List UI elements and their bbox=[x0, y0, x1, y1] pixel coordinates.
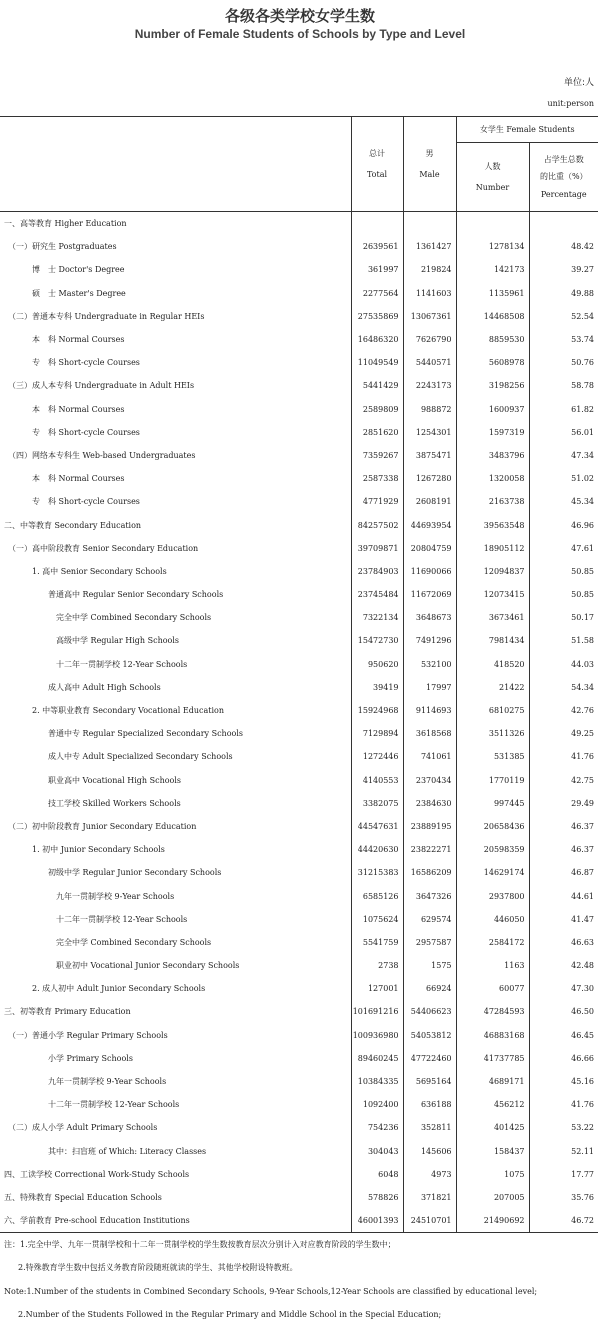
cell-total: 5441429 bbox=[351, 374, 403, 397]
cell-male: 3648673 bbox=[403, 606, 456, 629]
row-label: 其中：扫盲班 of Which: Literacy Classes bbox=[48, 1146, 207, 1156]
row-label: 完全中学 Combined Secondary Schools bbox=[56, 937, 212, 947]
cell-male: 629574 bbox=[403, 908, 456, 931]
note-en-2: 2.Number of the Students Followed in the Regular Primary and Middle School in the Special Education; bbox=[18, 1310, 442, 1319]
cell-female-percentage bbox=[529, 212, 598, 236]
row-label: （一）高中阶段教育 Senior Secondary Education bbox=[8, 543, 199, 553]
cell-male: 1575 bbox=[403, 954, 456, 977]
header-pct-cn-1: 占学生总数 bbox=[543, 155, 584, 165]
cell-total: 46001393 bbox=[351, 1209, 403, 1233]
cell-female-number: 21422 bbox=[456, 676, 529, 699]
cell-female-number: 1770119 bbox=[456, 769, 529, 792]
cell-male: 54053812 bbox=[403, 1024, 456, 1047]
row-label: 技工学校 Skilled Workers Schools bbox=[48, 798, 181, 808]
cell-female-percentage: 54.34 bbox=[529, 676, 598, 699]
cell-female-number: 3511326 bbox=[456, 722, 529, 745]
row-label: 普通高中 Regular Senior Secondary Schools bbox=[48, 590, 224, 600]
cell-total: 4140553 bbox=[351, 769, 403, 792]
table-row bbox=[0, 1024, 598, 1047]
row-label: 2. 成人初中 Adult Junior Secondary Schools bbox=[32, 984, 206, 994]
cell-total: 39419 bbox=[351, 676, 403, 699]
cell-female-percentage: 51.58 bbox=[529, 629, 598, 652]
cell-female-number: 12094837 bbox=[456, 560, 529, 583]
cell-male: 2370434 bbox=[403, 769, 456, 792]
table-row bbox=[0, 467, 598, 490]
cell-total: 10384335 bbox=[351, 1070, 403, 1093]
table-row bbox=[0, 328, 598, 351]
cell-total: 2738 bbox=[351, 954, 403, 977]
cell-female-number: 8859530 bbox=[456, 328, 529, 351]
table-row bbox=[0, 1093, 598, 1116]
cell-total: 6585126 bbox=[351, 884, 403, 907]
table-row bbox=[0, 676, 598, 699]
cell-total: 2587338 bbox=[351, 467, 403, 490]
cell-male: 1267280 bbox=[403, 467, 456, 490]
cell-total: 44420630 bbox=[351, 838, 403, 861]
table-row bbox=[0, 444, 598, 467]
cell-total: 2639561 bbox=[351, 235, 403, 258]
cell-male: 532100 bbox=[403, 653, 456, 676]
cell-female-number bbox=[456, 212, 529, 236]
table-row bbox=[0, 258, 598, 281]
table-row bbox=[0, 490, 598, 513]
cell-female-percentage: 41.76 bbox=[529, 745, 598, 768]
cell-male: 3875471 bbox=[403, 444, 456, 467]
table-row bbox=[0, 1047, 598, 1070]
row-label: 成人高中 Adult High Schools bbox=[48, 682, 161, 692]
header-total-en: Total bbox=[366, 170, 388, 179]
table-row bbox=[0, 1116, 598, 1139]
cell-total: 39709871 bbox=[351, 537, 403, 560]
header-percentage bbox=[529, 143, 598, 212]
note-en-1: Note:1.Number of the students in Combined Secondary Schools, 9-Year Schools,12-Year Schools are classified by educational level; bbox=[4, 1287, 538, 1296]
cell-male: 2957587 bbox=[403, 931, 456, 954]
cell-male: 5695164 bbox=[403, 1070, 456, 1093]
table-row bbox=[0, 305, 598, 328]
cell-female-number: 997445 bbox=[456, 792, 529, 815]
row-label: 博 士 Doctor's Degree bbox=[32, 265, 125, 275]
cell-total: 361997 bbox=[351, 258, 403, 281]
cell-female-percentage: 46.50 bbox=[529, 1000, 598, 1023]
unit-label-cn: 单位:人 bbox=[563, 78, 594, 88]
row-label: 高级中学 Regular High Schools bbox=[56, 636, 180, 646]
table-row bbox=[0, 1163, 598, 1186]
row-label: 本 科 Normal Courses bbox=[32, 335, 125, 345]
cell-female-number: 401425 bbox=[456, 1116, 529, 1139]
cell-male: 2608191 bbox=[403, 490, 456, 513]
row-label: （二）初中阶段教育 Junior Secondary Education bbox=[8, 821, 197, 831]
cell-male: 23889195 bbox=[403, 815, 456, 838]
table-row bbox=[0, 769, 598, 792]
table-header bbox=[0, 117, 598, 212]
cell-female-number: 47284593 bbox=[456, 1000, 529, 1023]
table-row bbox=[0, 351, 598, 374]
cell-female-percentage: 41.76 bbox=[529, 1093, 598, 1116]
cell-female-number: 3483796 bbox=[456, 444, 529, 467]
cell-female-number: 4689171 bbox=[456, 1070, 529, 1093]
cell-female-percentage: 50.85 bbox=[529, 560, 598, 583]
row-label: （三）成人本专科 Undergraduate in Adult HEIs bbox=[8, 381, 195, 391]
row-label: 小学 Primary Schools bbox=[48, 1053, 133, 1063]
cell-male: 23822271 bbox=[403, 838, 456, 861]
cell-female-number: 418520 bbox=[456, 653, 529, 676]
cell-total: 7322134 bbox=[351, 606, 403, 629]
row-label: （二）成人小学 Adult Primary Schools bbox=[8, 1123, 158, 1133]
cell-total: 100936980 bbox=[351, 1024, 403, 1047]
cell-total: 7129894 bbox=[351, 722, 403, 745]
cell-male: 13067361 bbox=[403, 305, 456, 328]
cell-male: 145606 bbox=[403, 1140, 456, 1163]
note-cn-1: 注：1.完全中学、九年一贯制学校和十二年一贯制学校的学生数按教育层次分别计入对应教育阶段的学生数中； bbox=[4, 1240, 396, 1249]
cell-female-percentage: 45.34 bbox=[529, 490, 598, 513]
cell-female-number: 1163 bbox=[456, 954, 529, 977]
row-label: 普通中专 Regular Specialized Secondary Schools bbox=[48, 729, 243, 739]
cell-female-percentage: 44.03 bbox=[529, 653, 598, 676]
cell-female-number: 20598359 bbox=[456, 838, 529, 861]
cell-male: 1141603 bbox=[403, 282, 456, 305]
cell-female-number: 5608978 bbox=[456, 351, 529, 374]
row-label: 五、特殊教育 Special Education Schools bbox=[4, 1192, 162, 1202]
header-female-group: 女学生 Female Students bbox=[456, 117, 598, 143]
cell-male: 1254301 bbox=[403, 421, 456, 444]
row-label: （一）普通小学 Regular Primary Schools bbox=[8, 1030, 168, 1040]
cell-female-percentage: 58.78 bbox=[529, 374, 598, 397]
cell-total: 5541759 bbox=[351, 931, 403, 954]
table-row bbox=[0, 884, 598, 907]
cell-female-percentage: 51.02 bbox=[529, 467, 598, 490]
cell-female-number: 2937800 bbox=[456, 884, 529, 907]
table-row bbox=[0, 861, 598, 884]
cell-female-number: 12073415 bbox=[456, 583, 529, 606]
table-row bbox=[0, 560, 598, 583]
cell-total: 89460245 bbox=[351, 1047, 403, 1070]
cell-female-percentage: 52.11 bbox=[529, 1140, 598, 1163]
cell-total: 578826 bbox=[351, 1186, 403, 1209]
table-row bbox=[0, 908, 598, 931]
table-row bbox=[0, 398, 598, 421]
cell-female-number: 1135961 bbox=[456, 282, 529, 305]
cell-total: 31215383 bbox=[351, 861, 403, 884]
cell-female-number: 14468508 bbox=[456, 305, 529, 328]
cell-female-number: 60077 bbox=[456, 977, 529, 1000]
table-row bbox=[0, 815, 598, 838]
table-row bbox=[0, 1209, 598, 1233]
header-blank bbox=[0, 117, 351, 212]
row-label: 职业初中 Vocational Junior Secondary Schools bbox=[56, 961, 240, 971]
cell-female-percentage: 49.25 bbox=[529, 722, 598, 745]
cell-male: 219824 bbox=[403, 258, 456, 281]
cell-male: 988872 bbox=[403, 398, 456, 421]
cell-female-percentage: 47.34 bbox=[529, 444, 598, 467]
cell-female-number: 21490692 bbox=[456, 1209, 529, 1233]
row-label: （二）普通本专科 Undergraduate in Regular HEIs bbox=[8, 311, 205, 321]
header-number-cn: 人数 bbox=[484, 161, 501, 171]
row-label: 成人中专 Adult Specialized Secondary Schools bbox=[48, 752, 233, 762]
cell-female-number: 2163738 bbox=[456, 490, 529, 513]
cell-female-percentage: 56.01 bbox=[529, 421, 598, 444]
cell-female-number: 142173 bbox=[456, 258, 529, 281]
row-label: 四、工读学校 Correctional Work-Study Schools bbox=[4, 1169, 190, 1179]
cell-total: 84257502 bbox=[351, 513, 403, 536]
row-label: 三、初等教育 Primary Education bbox=[4, 1007, 131, 1017]
header-number-en: Number bbox=[475, 183, 510, 192]
row-label: 专 科 Short-cycle Courses bbox=[32, 358, 140, 368]
cell-total: 15472730 bbox=[351, 629, 403, 652]
table-row bbox=[0, 212, 598, 236]
cell-female-number: 1597319 bbox=[456, 421, 529, 444]
row-label: 职业高中 Vocational High Schools bbox=[48, 775, 182, 785]
table-row bbox=[0, 513, 598, 536]
cell-male: 44693954 bbox=[403, 513, 456, 536]
table-row bbox=[0, 583, 598, 606]
cell-male: 371821 bbox=[403, 1186, 456, 1209]
cell-male bbox=[403, 212, 456, 236]
unit-label-en: unit:person bbox=[547, 99, 594, 108]
table-row bbox=[0, 629, 598, 652]
cell-female-number: 46883168 bbox=[456, 1024, 529, 1047]
cell-total: 23784903 bbox=[351, 560, 403, 583]
row-label: 十二年一贯制学校 12-Year Schools bbox=[48, 1100, 180, 1110]
table-row bbox=[0, 954, 598, 977]
header-male-cn: 男 bbox=[425, 148, 434, 158]
page-title: 各级各类学校女学生数 bbox=[224, 7, 375, 25]
header-total bbox=[351, 117, 403, 212]
row-label: 初级中学 Regular Junior Secondary Schools bbox=[48, 868, 222, 878]
row-label: 九年一贯制学校 9-Year Schools bbox=[48, 1077, 167, 1087]
cell-female-percentage: 46.37 bbox=[529, 838, 598, 861]
table-row bbox=[0, 745, 598, 768]
table-row bbox=[0, 977, 598, 1000]
cell-male: 1361427 bbox=[403, 235, 456, 258]
cell-female-number: 18905112 bbox=[456, 537, 529, 560]
cell-male: 7626790 bbox=[403, 328, 456, 351]
row-label: 六、学前教育 Pre-school Education Institutions bbox=[0, 1209, 351, 1233]
cell-female-number: 39563548 bbox=[456, 513, 529, 536]
cell-female-percentage: 50.85 bbox=[529, 583, 598, 606]
cell-female-percentage: 29.49 bbox=[529, 792, 598, 815]
cell-female-percentage: 46.45 bbox=[529, 1024, 598, 1047]
cell-female-percentage: 45.16 bbox=[529, 1070, 598, 1093]
cell-male: 11672069 bbox=[403, 583, 456, 606]
header-male bbox=[403, 117, 456, 212]
cell-male: 2243173 bbox=[403, 374, 456, 397]
row-label: 2. 中等职业教育 Secondary Vocational Education bbox=[32, 706, 224, 716]
header-male-en: Male bbox=[419, 170, 440, 179]
cell-male: 352811 bbox=[403, 1116, 456, 1139]
cell-total: 2851620 bbox=[351, 421, 403, 444]
row-label: 1. 高中 Senior Secondary Schools bbox=[32, 566, 167, 576]
cell-total: 101691216 bbox=[351, 1000, 403, 1023]
cell-female-percentage: 17.77 bbox=[529, 1163, 598, 1186]
cell-female-percentage: 46.37 bbox=[529, 815, 598, 838]
cell-total: 2589809 bbox=[351, 398, 403, 421]
cell-female-number: 3673461 bbox=[456, 606, 529, 629]
cell-male: 9114693 bbox=[403, 699, 456, 722]
table-row bbox=[0, 235, 598, 258]
row-label: 硕 士 Master's Degree bbox=[32, 288, 126, 298]
table-row bbox=[0, 838, 598, 861]
cell-total: 27535869 bbox=[351, 305, 403, 328]
cell-male: 636188 bbox=[403, 1093, 456, 1116]
cell-female-percentage: 42.76 bbox=[529, 699, 598, 722]
row-label: 1. 初中 Junior Secondary Schools bbox=[32, 845, 165, 855]
table-row bbox=[0, 722, 598, 745]
table-row bbox=[0, 653, 598, 676]
row-label: 一、高等教育 Higher Education bbox=[4, 219, 127, 229]
cell-female-percentage: 50.17 bbox=[529, 606, 598, 629]
row-label: 九年一贯制学校 9-Year Schools bbox=[56, 891, 175, 901]
header-number bbox=[456, 143, 529, 212]
cell-male: 17997 bbox=[403, 676, 456, 699]
cell-total bbox=[351, 212, 403, 236]
cell-female-percentage: 46.96 bbox=[529, 513, 598, 536]
cell-female-number: 3198256 bbox=[456, 374, 529, 397]
cell-total: 2277564 bbox=[351, 282, 403, 305]
row-label: （一）研究生 Postgraduates bbox=[8, 242, 117, 252]
cell-female-number: 1075 bbox=[456, 1163, 529, 1186]
table-row bbox=[0, 792, 598, 815]
table-row bbox=[0, 537, 598, 560]
table-row bbox=[0, 421, 598, 444]
cell-female-percentage: 47.61 bbox=[529, 537, 598, 560]
cell-female-number: 1278134 bbox=[456, 235, 529, 258]
cell-female-number: 6810275 bbox=[456, 699, 529, 722]
cell-male: 24510701 bbox=[403, 1209, 456, 1233]
cell-female-number: 2584172 bbox=[456, 931, 529, 954]
cell-total: 44547631 bbox=[351, 815, 403, 838]
row-label: 十二年一贯制学校 12-Year Schools bbox=[56, 659, 188, 669]
cell-female-percentage: 46.66 bbox=[529, 1047, 598, 1070]
cell-female-number: 1600937 bbox=[456, 398, 529, 421]
data-table bbox=[0, 116, 598, 1233]
cell-female-percentage: 42.75 bbox=[529, 769, 598, 792]
cell-male: 3618568 bbox=[403, 722, 456, 745]
cell-male: 3647326 bbox=[403, 884, 456, 907]
row-label: （四）网络本专科生 Web-based Undergraduates bbox=[8, 450, 196, 460]
cell-total: 23745484 bbox=[351, 583, 403, 606]
cell-female-number: 1320058 bbox=[456, 467, 529, 490]
cell-female-number: 446050 bbox=[456, 908, 529, 931]
row-label: 二、中等教育 Secondary Education bbox=[4, 520, 142, 530]
header-pct-en: Percentage bbox=[540, 189, 587, 199]
table-row bbox=[0, 374, 598, 397]
table-row bbox=[0, 931, 598, 954]
cell-male: 16586209 bbox=[403, 861, 456, 884]
cell-total: 15924968 bbox=[351, 699, 403, 722]
cell-female-number: 207005 bbox=[456, 1186, 529, 1209]
header-total-cn: 总计 bbox=[369, 148, 385, 158]
table-row bbox=[0, 1000, 598, 1023]
header-pct-cn-2: 的比重（%） bbox=[539, 172, 588, 182]
cell-male: 7491296 bbox=[403, 629, 456, 652]
cell-female-percentage: 50.76 bbox=[529, 351, 598, 374]
row-label: 专 科 Short-cycle Courses bbox=[32, 497, 140, 507]
page-subtitle: Number of Female Students of Schools by Type and Level bbox=[134, 27, 466, 41]
cell-total: 1075624 bbox=[351, 908, 403, 931]
note-cn-2: 2.特殊教育学生数中包括义务教育阶段随班就读的学生、其他学校附设特教班。 bbox=[18, 1263, 298, 1272]
row-label: 十二年一贯制学校 12-Year Schools bbox=[56, 914, 188, 924]
cell-male: 5440571 bbox=[403, 351, 456, 374]
cell-female-number: 14629174 bbox=[456, 861, 529, 884]
cell-total: 304043 bbox=[351, 1140, 403, 1163]
cell-female-percentage: 48.42 bbox=[529, 235, 598, 258]
cell-female-percentage: 47.30 bbox=[529, 977, 598, 1000]
cell-female-percentage: 44.61 bbox=[529, 884, 598, 907]
cell-total: 754236 bbox=[351, 1116, 403, 1139]
row-label: 完全中学 Combined Secondary Schools bbox=[56, 613, 212, 623]
cell-female-percentage: 53.22 bbox=[529, 1116, 598, 1139]
cell-female-percentage: 46.87 bbox=[529, 861, 598, 884]
cell-female-percentage: 53.74 bbox=[529, 328, 598, 351]
cell-total: 1272446 bbox=[351, 745, 403, 768]
cell-female-percentage: 42.48 bbox=[529, 954, 598, 977]
cell-total: 16486320 bbox=[351, 328, 403, 351]
cell-female-number: 20658436 bbox=[456, 815, 529, 838]
row-label: 本 科 Normal Courses bbox=[32, 404, 125, 414]
table-row bbox=[0, 1140, 598, 1163]
cell-male: 66924 bbox=[403, 977, 456, 1000]
cell-male: 47722460 bbox=[403, 1047, 456, 1070]
cell-female-percentage: 35.76 bbox=[529, 1186, 598, 1209]
cell-total: 950620 bbox=[351, 653, 403, 676]
cell-total: 7359267 bbox=[351, 444, 403, 467]
cell-female-number: 7981434 bbox=[456, 629, 529, 652]
cell-female-percentage: 61.82 bbox=[529, 398, 598, 421]
cell-male: 741061 bbox=[403, 745, 456, 768]
table-body bbox=[0, 212, 598, 1233]
cell-male: 20804759 bbox=[403, 537, 456, 560]
cell-female-percentage: 52.54 bbox=[529, 305, 598, 328]
cell-male: 11690066 bbox=[403, 560, 456, 583]
table-row bbox=[0, 282, 598, 305]
cell-female-number: 158437 bbox=[456, 1140, 529, 1163]
cell-male: 4973 bbox=[403, 1163, 456, 1186]
cell-total: 127001 bbox=[351, 977, 403, 1000]
table-row bbox=[0, 1186, 598, 1209]
cell-female-percentage: 46.72 bbox=[529, 1209, 598, 1233]
row-label: 专 科 Short-cycle Courses bbox=[32, 427, 140, 437]
cell-female-number: 531385 bbox=[456, 745, 529, 768]
cell-male: 2384630 bbox=[403, 792, 456, 815]
cell-female-percentage: 49.88 bbox=[529, 282, 598, 305]
cell-male: 54406623 bbox=[403, 1000, 456, 1023]
cell-female-number: 456212 bbox=[456, 1093, 529, 1116]
table-row bbox=[0, 606, 598, 629]
cell-female-percentage: 39.27 bbox=[529, 258, 598, 281]
table-row bbox=[0, 699, 598, 722]
cell-total: 6048 bbox=[351, 1163, 403, 1186]
table-row bbox=[0, 1070, 598, 1093]
cell-total: 3382075 bbox=[351, 792, 403, 815]
cell-female-percentage: 46.63 bbox=[529, 931, 598, 954]
cell-total: 1092400 bbox=[351, 1093, 403, 1116]
cell-female-percentage: 41.47 bbox=[529, 908, 598, 931]
cell-female-number: 41737785 bbox=[456, 1047, 529, 1070]
cell-total: 4771929 bbox=[351, 490, 403, 513]
cell-total: 11049549 bbox=[351, 351, 403, 374]
row-label: 本 科 Normal Courses bbox=[32, 474, 125, 484]
